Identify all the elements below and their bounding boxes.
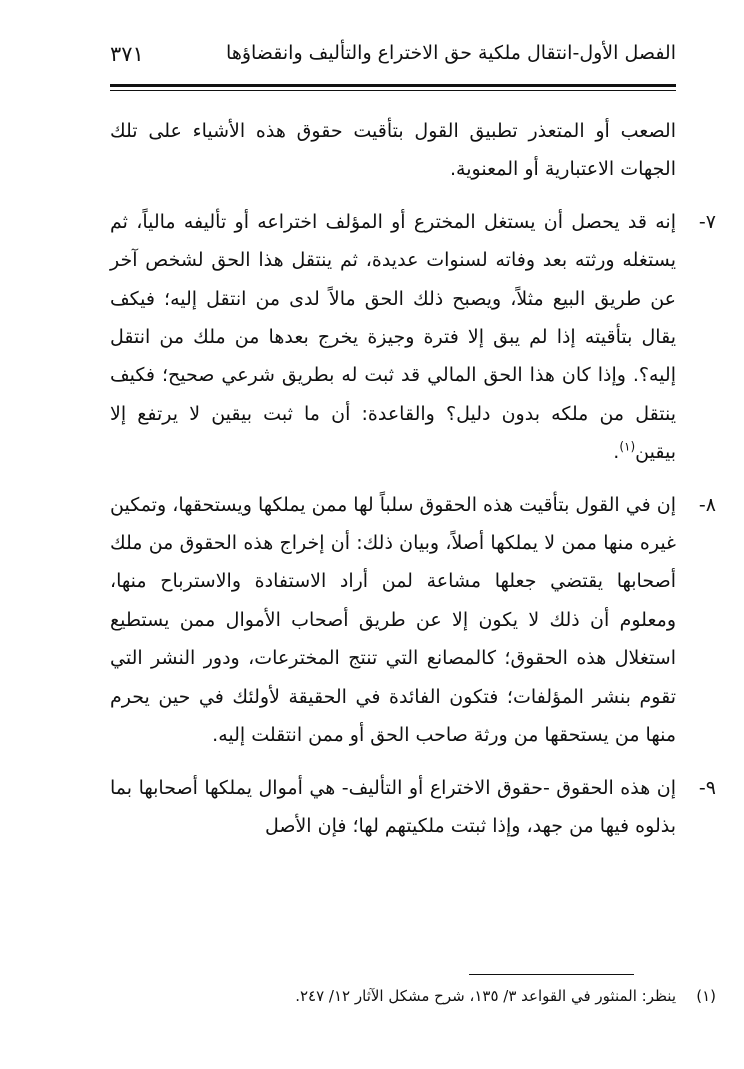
footnote-mark: (١) <box>696 987 716 1005</box>
footnote-text: ينظر: المنثور في القواعد ٣/ ١٣٥، شرح مشكل الآثار ١٢/ ٢٤٧. <box>295 987 676 1005</box>
list-item-8 <box>110 486 716 755</box>
header-rule-thin <box>110 90 676 91</box>
list-item-9 <box>110 769 716 846</box>
item-number: ٧- <box>698 210 716 233</box>
intro-paragraph: الصعب أو المتعذر تطبيق القول بتأقيت حقوق هذه الأشياء على تلك الجهات الاعتبارية أو المعنوية. <box>110 120 676 181</box>
running-header <box>110 42 676 82</box>
item-number: ٨- <box>698 493 716 516</box>
page-number: ٣٧١ <box>110 42 144 66</box>
item-number: ٩- <box>698 776 716 799</box>
item-text: إن في القول بتأقيت هذه الحقوق سلباً لها ممن يملكها ويستحقها، وتمكين غيره منها ممن لا يملكها أصلاً، وبيان ذلك: أن إخراج هذه الحقوق من ملك أصحابها يقتضي جعلها مشاعة لمن أراد الاستفادة والاسترباح منها، ومعلوم أن ذلك لا يكون إلا عن طريق أصحاب الأموال ممن يستطيع استغلال هذه الحقوق؛ كالمصانع التي تنتج المخترعات، ودور النشر التي تقوم بنشر المؤلفات؛ فتكون الفائدة في الحقيقة لأولئك في حين يحرم منها من يستحقها من ورثة صاحب الحق أو ممن انتقلت إليه. <box>110 493 676 747</box>
footnote-separator <box>469 974 634 975</box>
list-item-7 <box>110 203 716 472</box>
item-text: إن هذه الحقوق -حقوق الاختراع أو التأليف- هي أموال يملكها أصحابها بما بذلوه فيها من جهد، وإذا ثبتت ملكيتهم لها؛ فإن الأصل <box>110 776 676 837</box>
chapter-title: الفصل الأول-انتقال ملكية حق الاختراع والتأليف وانقضاؤها <box>226 42 676 64</box>
header-rule-thick <box>110 84 676 87</box>
item-text: إنه قد يحصل أن يستغل المخترع أو المؤلف اختراعه أو تأليفه مالياً، ثم يستغله ورثته بعد وفاته لسنوات عديدة، ثم ينتقل هذا الحق لشخص آخر عن طريق البيع مثلاً، ويصبح ذلك الحق مالاً لدى من انتقل إليه؛ فيكف يقال بتأقيته إذا لم يبق إلا فترة وجيزة يخرج بعدها من ملك من انتقل إليه؟. وإذا كان هذا الحق المالي قد ثبت له بطريق شرعي صحيح؛ فكيف ينتقل من ملكه بدون دليل؟ والقاعدة: أن ما ثبت بيقين لا يرتفع إلا بيقين <box>110 210 676 464</box>
footnote-reference[interactable]: (١) <box>619 439 636 454</box>
footnote <box>110 984 716 1008</box>
main-text <box>110 112 716 859</box>
item-text-end: . <box>613 441 620 464</box>
